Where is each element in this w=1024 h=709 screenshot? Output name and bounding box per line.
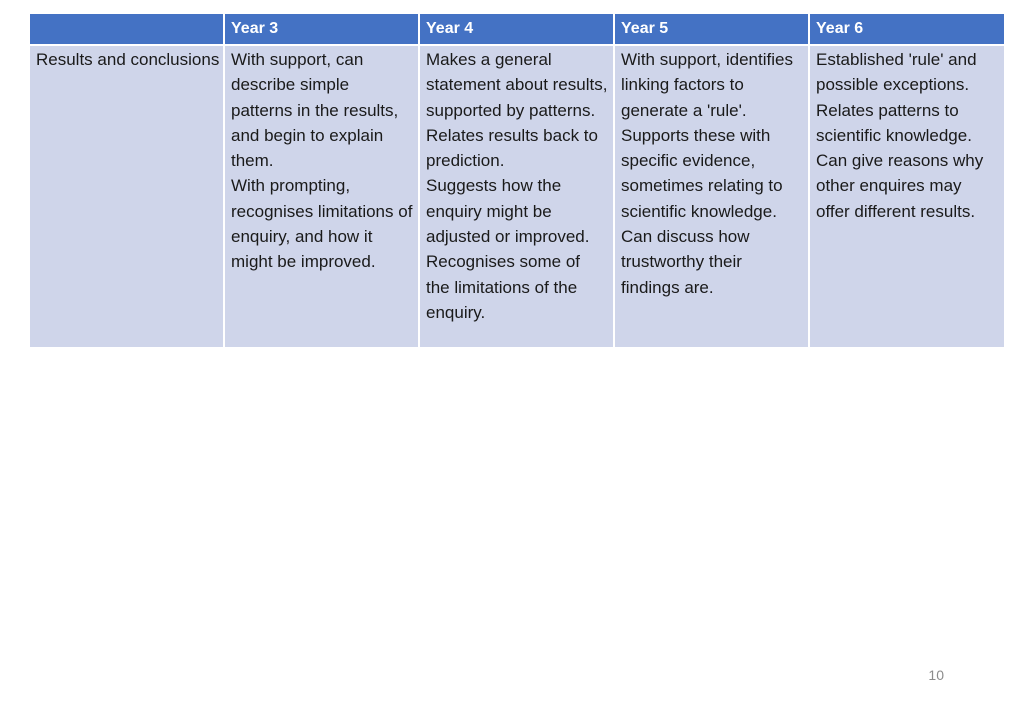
progression-table xyxy=(30,14,1004,347)
header-cell-year-3: Year 3 xyxy=(224,14,419,45)
page-number: 10 xyxy=(928,667,944,683)
header-cell-empty xyxy=(30,14,224,45)
header-cell-year-4: Year 4 xyxy=(419,14,614,45)
header-cell-year-6: Year 6 xyxy=(809,14,1004,45)
cell-year-6: Established 'rule' and possible exceptions. Relates patterns to scientific knowledge. Can give reasons why other enquires may offer different results. xyxy=(809,45,1004,347)
cell-year-3: With support, can describe simple patterns in the results, and begin to explain them. With prompting, recognises limitations of enquiry, and how it might be improved. xyxy=(224,45,419,347)
cell-year-5: With support, identifies linking factors to generate a 'rule'. Supports these with specific evidence, sometimes relating to scientific knowledge. Can discuss how trustworthy their findings are. xyxy=(614,45,809,347)
table-header-row xyxy=(30,14,1004,45)
row-label-results-and-conclusions: Results and conclusions xyxy=(30,45,224,347)
table-row xyxy=(30,45,1004,347)
cell-year-4: Makes a general statement about results, supported by patterns. Relates results back to prediction. Suggests how the enquiry might be adjusted or improved. Recognises some of the limitations of the enquiry. xyxy=(419,45,614,347)
header-cell-year-5: Year 5 xyxy=(614,14,809,45)
